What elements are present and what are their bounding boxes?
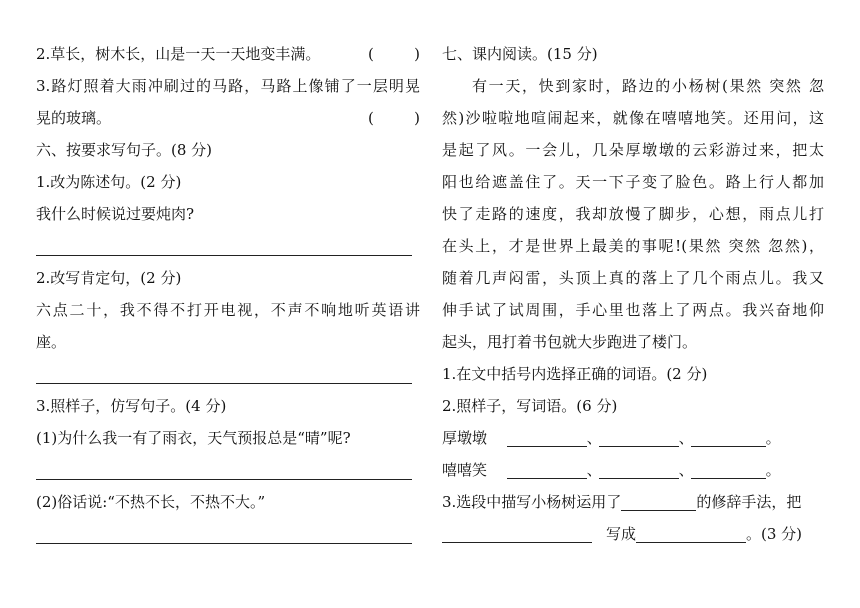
s1-prompt: 我什么时候说过要炖肉?: [36, 205, 195, 223]
word-blank[interactable]: [691, 460, 766, 479]
section-7-title: 七、课内阅读。(15 分): [442, 45, 598, 63]
passage-line: 然)沙啦啦地喧闹起来，就像在嘻嘻地笑。还用问，这: [442, 109, 824, 127]
passage-line: 是起了风。一会儿，几朵厚墩墩的云彩游过来，把太: [442, 141, 824, 159]
answer-parentheses[interactable]: ( ): [368, 109, 420, 127]
question-7-3-line-1: 3.选段中描写小杨树运用了 的修辞手法，把: [442, 493, 802, 511]
word-blank[interactable]: [599, 460, 679, 479]
word-blank[interactable]: [507, 460, 587, 479]
word-row-2: 嘻嘻笑 、 、 。: [442, 461, 781, 479]
answer-line-2[interactable]: [36, 358, 420, 390]
left-column: [36, 38, 420, 550]
passage-line: 在头上，才是世界上最美的事呢!(果然 突然 忽然)，: [442, 237, 824, 255]
example-word: 嘻嘻笑: [442, 461, 488, 479]
example-word: 厚墩墩: [442, 429, 488, 447]
passage-line: 伸手试了试周围，手心里也落上了两点。我兴奋地仰: [442, 301, 824, 319]
passage-line: 起头，甩打着书包就大步跑进了楼门。: [442, 333, 698, 351]
question-2-line: [36, 38, 420, 70]
answer-line-3[interactable]: [36, 454, 420, 486]
s2-line-2: 座。: [36, 333, 67, 351]
answer-line-4[interactable]: [36, 518, 420, 550]
word-blank[interactable]: [507, 428, 587, 447]
answer-line-1[interactable]: [36, 230, 420, 262]
question-2-text: 2.草长，树木长，山是一天一天地变丰满。: [36, 45, 321, 63]
s3-title: 3.照样子，仿写句子。(4 分): [36, 397, 227, 415]
subject-blank[interactable]: [442, 524, 592, 543]
s2-line-1: 六点二十，我不得不打开电视，不声不响地听英语讲: [36, 301, 420, 319]
word-row-1: 厚墩墩 、 、 。: [442, 429, 781, 447]
passage-line: 阳也给遮盖住了。天一下子变了脸色。路上行人都加: [442, 173, 824, 191]
object-blank[interactable]: [636, 524, 746, 543]
question-7-3-line-2: 写成 。(3 分): [442, 518, 824, 550]
word-blank[interactable]: [691, 428, 766, 447]
right-column: [442, 38, 824, 550]
s3-1-prompt: (1)为什么我一有了雨衣，天气预报总是“晴”呢?: [36, 429, 351, 447]
question-7-2: 2.照样子，写词语。(6 分): [442, 397, 618, 415]
question-7-1: 1.在文中括号内选择正确的词语。(2 分): [442, 365, 708, 383]
s2-title: 2.改写肯定句，(2 分): [36, 269, 182, 287]
passage-line: 随着几声闷雷，头顶上真的落上了几个雨点儿。我又: [442, 269, 824, 287]
question-3-line-1: 3.路灯照着大雨冲刷过的马路，马路上像铺了一层明晃: [36, 77, 420, 95]
s1-title: 1.改为陈述句。(2 分): [36, 173, 182, 191]
question-3-line-2: 晃的玻璃。 ( ): [36, 102, 420, 134]
word-blank[interactable]: [599, 428, 679, 447]
answer-parentheses[interactable]: ( ): [368, 45, 420, 63]
passage-line: 快了走路的速度，我却放慢了脚步，心想，雨点儿打: [442, 205, 824, 223]
rhetoric-blank[interactable]: [621, 492, 696, 511]
section-6-title: 六、按要求写句子。(8 分): [36, 141, 213, 159]
passage-line: 有一天，快到家时，路边的小杨树(果然 突然 忽: [472, 77, 824, 95]
s3-2-prompt: (2)俗话说:“不热不长，不热不大。”: [36, 493, 266, 511]
